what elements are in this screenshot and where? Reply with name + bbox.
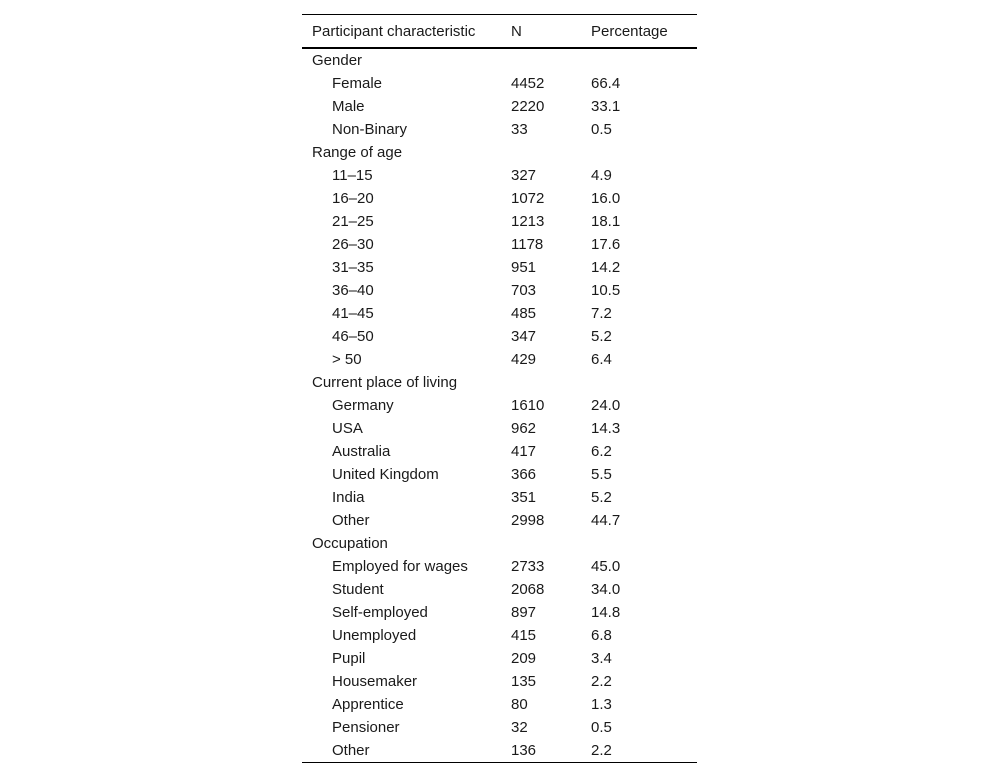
row-percentage: 44.7 [591, 512, 621, 529]
row-n: 2068 [511, 581, 545, 598]
participant-characteristics-table [302, 14, 697, 763]
row-label: 31–35 [332, 259, 374, 276]
row-n: 485 [511, 305, 537, 322]
row-percentage: 2.2 [591, 739, 697, 763]
row-label: 21–25 [332, 213, 374, 230]
table-row [302, 187, 697, 210]
row-label: Pupil [332, 650, 366, 667]
row-label: 26–30 [332, 236, 374, 253]
row-n: 962 [511, 420, 537, 437]
row-label: 41–45 [332, 305, 374, 322]
row-percentage: 0.5 [591, 121, 612, 138]
table-row [302, 624, 697, 647]
row-percentage: 17.6 [591, 236, 621, 253]
table-row [302, 716, 697, 739]
group-empty-cell [591, 532, 697, 555]
table-row [302, 578, 697, 601]
row-percentage: 16.0 [591, 190, 621, 207]
group-empty-cell [591, 371, 697, 394]
row-label: 11–15 [332, 167, 373, 184]
table-row [302, 693, 697, 716]
row-n: 209 [511, 650, 537, 667]
row-label: > 50 [332, 351, 362, 368]
table-row [302, 601, 697, 624]
table-row [302, 279, 697, 302]
table-row [302, 555, 697, 578]
row-label: Employed for wages [332, 558, 468, 575]
row-n: 1178 [511, 236, 544, 253]
row-label: United Kingdom [332, 466, 439, 483]
row-percentage: 0.5 [591, 719, 612, 736]
row-n: 1213 [511, 213, 545, 230]
row-n: 351 [511, 489, 537, 506]
table-row [302, 118, 697, 141]
table-row [302, 440, 697, 463]
row-percentage: 5.5 [591, 466, 612, 483]
row-n: 347 [511, 328, 537, 345]
row-label: Other [332, 512, 370, 529]
row-n: 32 [511, 719, 528, 736]
row-label: Other [302, 739, 511, 763]
row-percentage: 14.3 [591, 420, 621, 437]
table-row [302, 210, 697, 233]
row-percentage: 10.5 [591, 282, 621, 299]
group-row [302, 48, 697, 72]
row-percentage: 2.2 [591, 673, 612, 690]
row-n: 1610 [511, 397, 545, 414]
row-n: 1072 [511, 190, 545, 207]
row-n: 80 [511, 696, 528, 713]
row-n: 951 [511, 259, 537, 276]
group-empty-cell [511, 48, 591, 72]
row-label: Student [332, 581, 384, 598]
header-participant-characteristic: Participant characteristic [302, 15, 511, 49]
row-percentage: 5.2 [591, 489, 612, 506]
row-percentage: 4.9 [591, 167, 612, 184]
group-row [302, 371, 697, 394]
table-row [302, 509, 697, 532]
group-empty-cell [511, 141, 591, 164]
table-row [302, 256, 697, 279]
row-percentage: 6.2 [591, 443, 612, 460]
row-percentage: 18.1 [591, 213, 621, 230]
row-label: USA [332, 420, 363, 437]
row-n: 415 [511, 627, 537, 644]
row-percentage: 33.1 [591, 98, 621, 115]
row-percentage: 1.3 [591, 696, 612, 713]
row-n: 2998 [511, 512, 545, 529]
table-row [302, 325, 697, 348]
group-row [302, 141, 697, 164]
row-percentage: 6.8 [591, 627, 612, 644]
row-label: Unemployed [332, 627, 417, 644]
row-percentage: 3.4 [591, 650, 612, 667]
row-label: Housemaker [332, 673, 418, 690]
row-n: 135 [511, 673, 537, 690]
table-row [302, 164, 697, 187]
group-title: Gender [312, 52, 363, 69]
row-label: Male [332, 98, 365, 115]
table-row [302, 417, 697, 440]
group-title: Occupation [312, 535, 388, 552]
row-n: 2733 [511, 558, 545, 575]
row-label: 36–40 [332, 282, 374, 299]
table-row [302, 95, 697, 118]
row-n: 136 [511, 739, 591, 763]
row-label: Non-Binary [332, 121, 408, 138]
row-n: 327 [511, 167, 537, 184]
row-label: Australia [332, 443, 391, 460]
group-empty-cell [591, 141, 697, 164]
row-percentage: 45.0 [591, 558, 621, 575]
table-row [302, 647, 697, 670]
row-label: Female [332, 75, 383, 92]
row-label: Pensioner [332, 719, 400, 736]
row-n: 366 [511, 466, 537, 483]
table-row [302, 394, 697, 417]
table-header [302, 15, 697, 49]
group-title: Range of age [312, 144, 403, 161]
table-row [302, 486, 697, 509]
row-label: Germany [332, 397, 394, 414]
table-body [302, 48, 697, 763]
row-n: 897 [511, 604, 537, 621]
row-percentage: 5.2 [591, 328, 612, 345]
row-n: 4452 [511, 75, 545, 92]
group-row [302, 532, 697, 555]
table-row [302, 348, 697, 371]
row-label: 46–50 [332, 328, 374, 345]
table-row [302, 670, 697, 693]
row-percentage: 7.2 [591, 305, 612, 322]
row-n: 429 [511, 351, 537, 368]
row-percentage: 34.0 [591, 581, 621, 598]
row-label: 16–20 [332, 190, 374, 207]
group-title: Current place of living [312, 374, 458, 391]
header-percentage: Percentage [591, 15, 697, 49]
group-empty-cell [591, 48, 697, 72]
table-row [302, 233, 697, 256]
row-label: Apprentice [332, 696, 404, 713]
row-percentage: 14.8 [591, 604, 621, 621]
row-n: 417 [511, 443, 537, 460]
row-n: 703 [511, 282, 537, 299]
row-percentage: 24.0 [591, 397, 621, 414]
row-n: 33 [511, 121, 528, 138]
row-percentage: 6.4 [591, 351, 612, 368]
table-row [302, 739, 697, 763]
row-percentage: 14.2 [591, 259, 621, 276]
row-n: 2220 [511, 98, 545, 115]
row-label: Self-employed [332, 604, 428, 621]
group-empty-cell [511, 371, 591, 394]
header-n: N [511, 15, 591, 49]
row-label: India [332, 489, 365, 506]
table-row [302, 463, 697, 486]
participant-characteristics-table-container [302, 14, 697, 763]
row-percentage: 66.4 [591, 75, 621, 92]
table-row [302, 302, 697, 325]
group-empty-cell [511, 532, 591, 555]
header-row [302, 15, 697, 49]
table-row [302, 72, 697, 95]
